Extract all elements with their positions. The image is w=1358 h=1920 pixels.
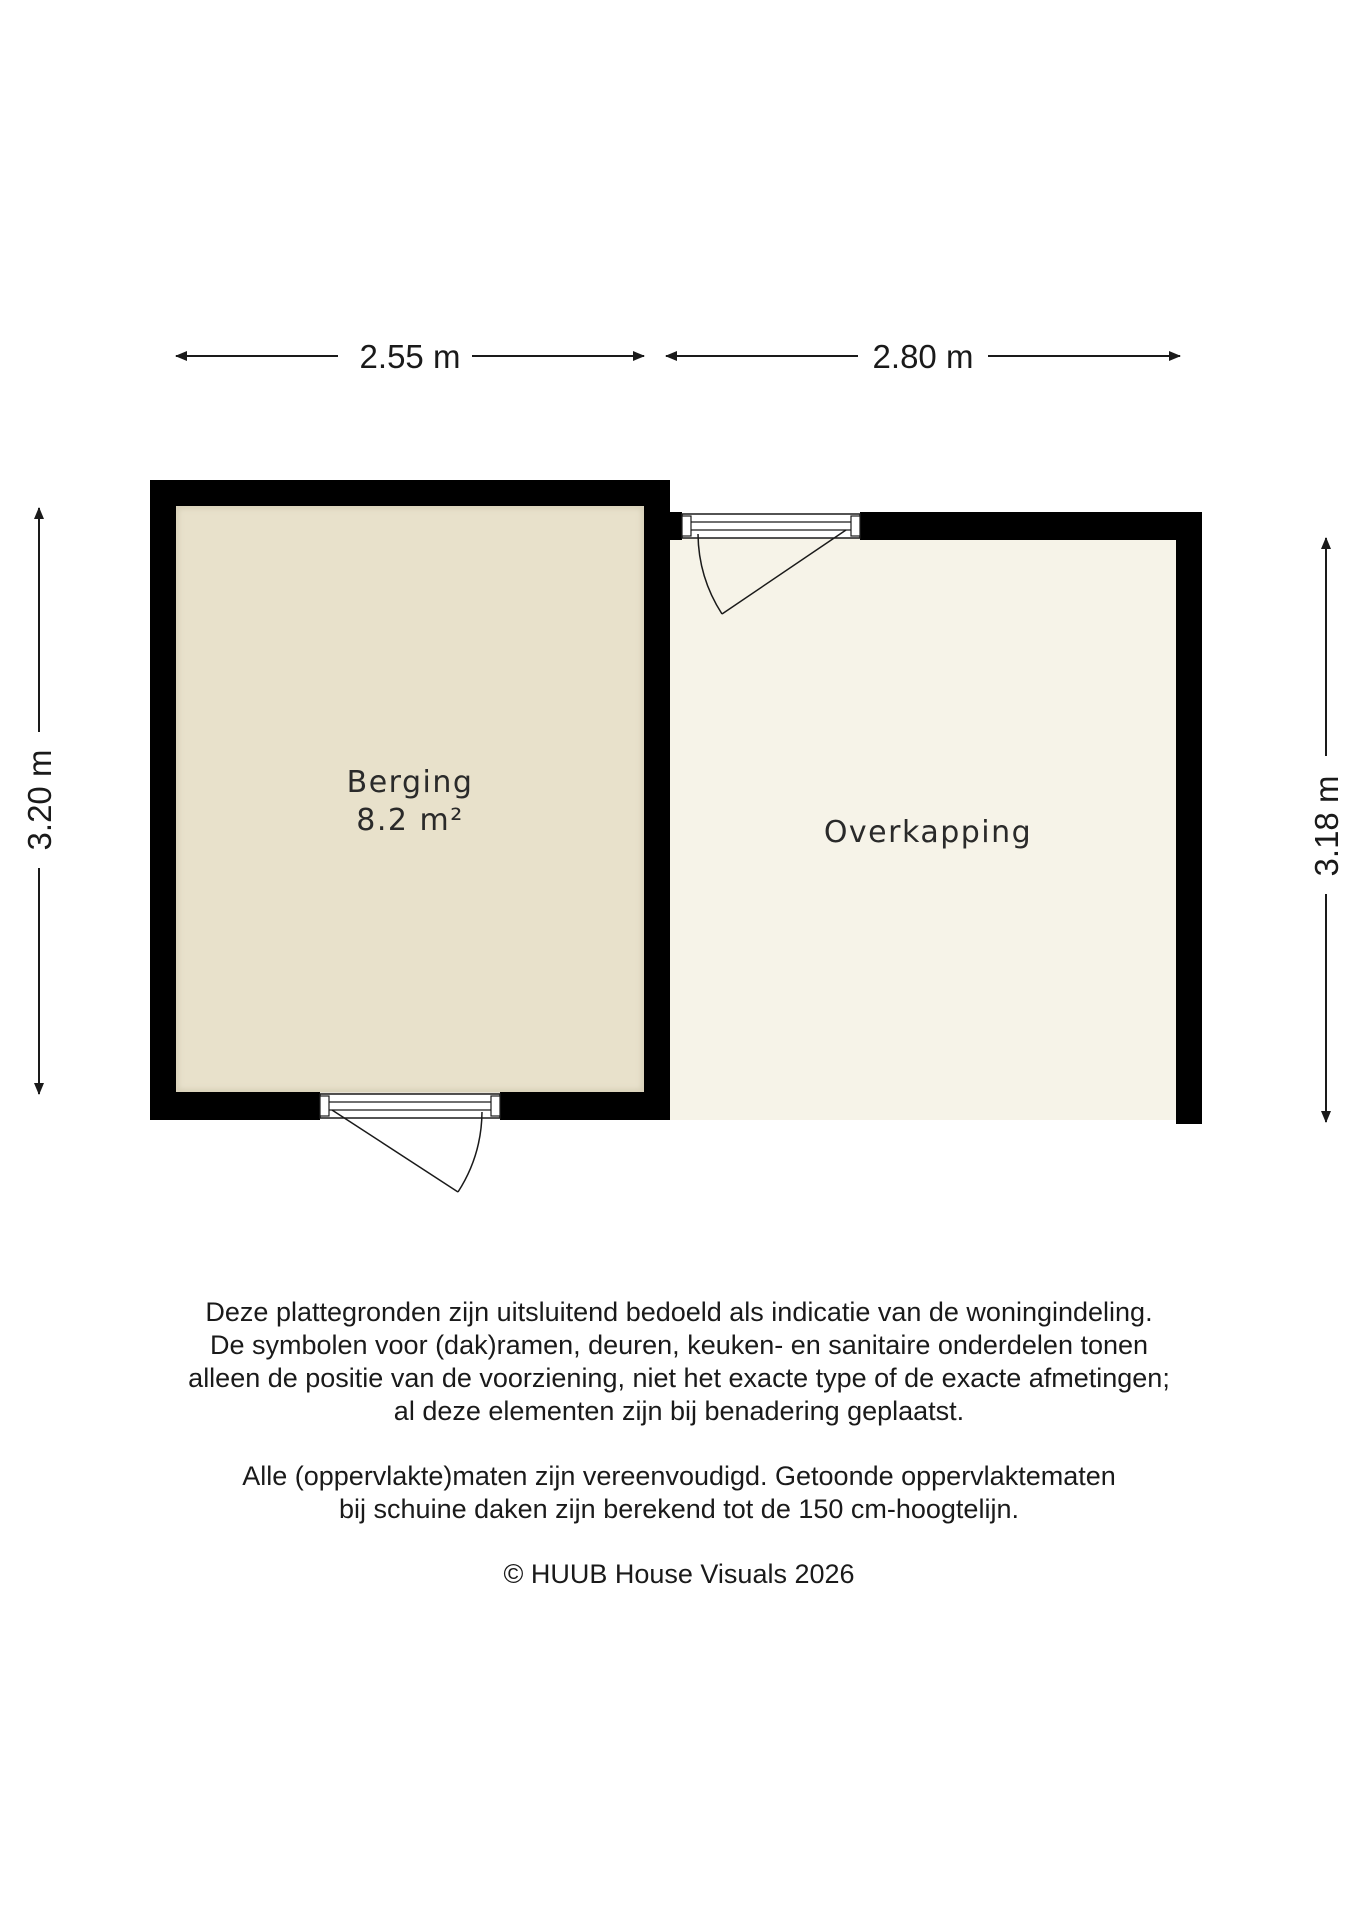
copyright-text: © HUUB House Visuals 2026	[503, 1559, 855, 1589]
door-berging	[320, 1094, 500, 1192]
dimension-right	[1308, 538, 1345, 1122]
disclaimer-line: bij schuine daken zijn berekend tot de 150 cm-hoogtelijn.	[339, 1494, 1019, 1524]
disclaimer	[0, 1296, 1358, 1428]
dimension-label-left: 3.20 m	[21, 749, 58, 851]
overkapping-wall-top-left	[670, 512, 682, 540]
dimension-left	[21, 508, 58, 1094]
berging-wall-top	[150, 480, 670, 506]
berging-wall-left	[150, 480, 176, 1120]
overkapping-wall-right	[1176, 512, 1202, 1124]
disclaimer-line: Alle (oppervlakte)maten zijn vereenvoudigd. Getoonde oppervlaktematen	[242, 1461, 1116, 1491]
dimension-label-top-left: 2.55 m	[359, 338, 461, 375]
overkapping-wall-top-right	[860, 512, 1202, 540]
dimension-top-left	[176, 338, 644, 375]
disclaimer-line: Deze plattegronden zijn uitsluitend bedoeld als indicatie van de woningindeling.	[205, 1297, 1153, 1327]
dimension-label-top-right: 2.80 m	[872, 338, 974, 375]
disclaimer-line: De symbolen voor (dak)ramen, deuren, keuken- en sanitaire onderdelen tonen	[209, 1330, 1149, 1360]
disclaimer-measurements	[0, 1460, 1358, 1526]
berging-wall-right	[644, 480, 670, 1120]
disclaimer-line: al deze elementen zijn bij benadering geplaatst.	[393, 1396, 965, 1426]
disclaimer-line: alleen de positie van de voorziening, niet het exacte type of de exacte afmetingen;	[188, 1363, 1170, 1393]
copyright	[0, 1558, 1358, 1591]
room-label-overkapping: Overkapping	[823, 815, 1033, 850]
room-area-berging: 8.2 m²	[356, 803, 464, 838]
dimension-top-right	[666, 338, 1180, 375]
berging-wall-bottom-right	[500, 1092, 670, 1120]
berging-wall-bottom-left	[150, 1092, 320, 1120]
dimension-label-right: 3.18 m	[1308, 775, 1345, 877]
room-label-berging: Berging	[346, 765, 474, 800]
